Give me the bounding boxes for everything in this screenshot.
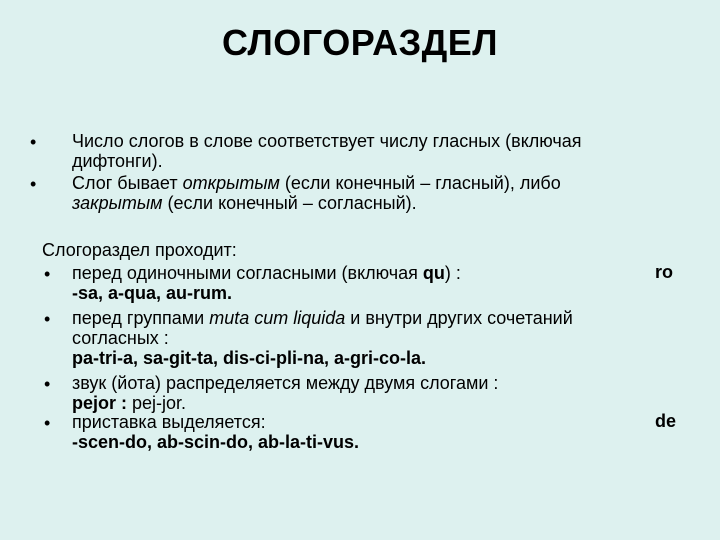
bullet-marker: • — [44, 309, 51, 329]
rule-item-2-part-2: и внутри других сочетаний — [345, 308, 573, 328]
intro-item-2 — [72, 173, 561, 213]
rule-item-1 — [72, 263, 461, 303]
intro-item-2-part-1: Слог бывает — [72, 173, 183, 193]
rule-item-3 — [72, 373, 498, 413]
open-syllable-term: открытым — [182, 173, 280, 193]
rule-item-4-line-1: приставка выделяется: — [72, 412, 266, 432]
side-label-ro: ro — [655, 262, 673, 282]
intro-item-1 — [72, 131, 582, 171]
slide-title: СЛОГОРАЗДЕЛ — [221, 22, 499, 63]
rule-item-2-examples: pa-tri-a, sa-git-ta, dis-ci-pli-na, a-gri-co-la. — [72, 348, 427, 368]
muta-cum-liquida-term: muta cum liquida — [209, 308, 346, 328]
bullet-marker: • — [44, 264, 51, 284]
closed-syllable-term: закрытым — [72, 193, 163, 213]
side-label-de: de — [655, 411, 677, 431]
rule-item-2-part-1: перед группами — [72, 308, 210, 328]
bullet-marker: • — [44, 374, 51, 394]
rule-item-2-line-1 — [72, 308, 573, 328]
intro-item-1-line-2: дифтонги). — [72, 151, 163, 171]
bullet-marker: • — [30, 132, 37, 152]
rule-item-3-line-1: звук (йота) распределяется между двумя слогами : — [72, 373, 499, 393]
bullet-marker: • — [44, 413, 51, 433]
intro-item-2-part-2: (если конечный – гласный), либо — [279, 173, 561, 193]
pejor-term: pejor : — [72, 393, 128, 413]
pejor-split: pej-jor. — [127, 393, 187, 413]
qu-term: qu — [422, 263, 445, 283]
intro-item-2-part-3: (если конечный – согласный). — [162, 193, 417, 213]
intro-item-1-line-1: Число слогов в слове соответствует числу гласных (включая — [72, 131, 582, 151]
rule-item-1-line-1 — [72, 263, 461, 283]
rules-heading: Слогораздел проходит: — [42, 240, 237, 260]
intro-item-2-line-1 — [72, 173, 561, 193]
rule-item-1-part-2: ) : — [444, 263, 461, 283]
rule-item-2-line-2: согласных : — [72, 328, 169, 348]
rule-item-3-line-2 — [72, 393, 498, 413]
rule-item-1-part-1: перед одиночными согласными (включая — [72, 263, 423, 283]
rule-item-4-examples: -scen-do, ab-scin-do, ab-la-ti-vus. — [72, 432, 360, 452]
rule-item-1-examples: -sa, a-qua, au-rum. — [72, 283, 233, 303]
intro-item-2-line-2 — [72, 193, 561, 213]
rule-item-4 — [72, 412, 359, 452]
rule-item-2 — [72, 308, 573, 368]
bullet-marker: • — [30, 174, 37, 194]
